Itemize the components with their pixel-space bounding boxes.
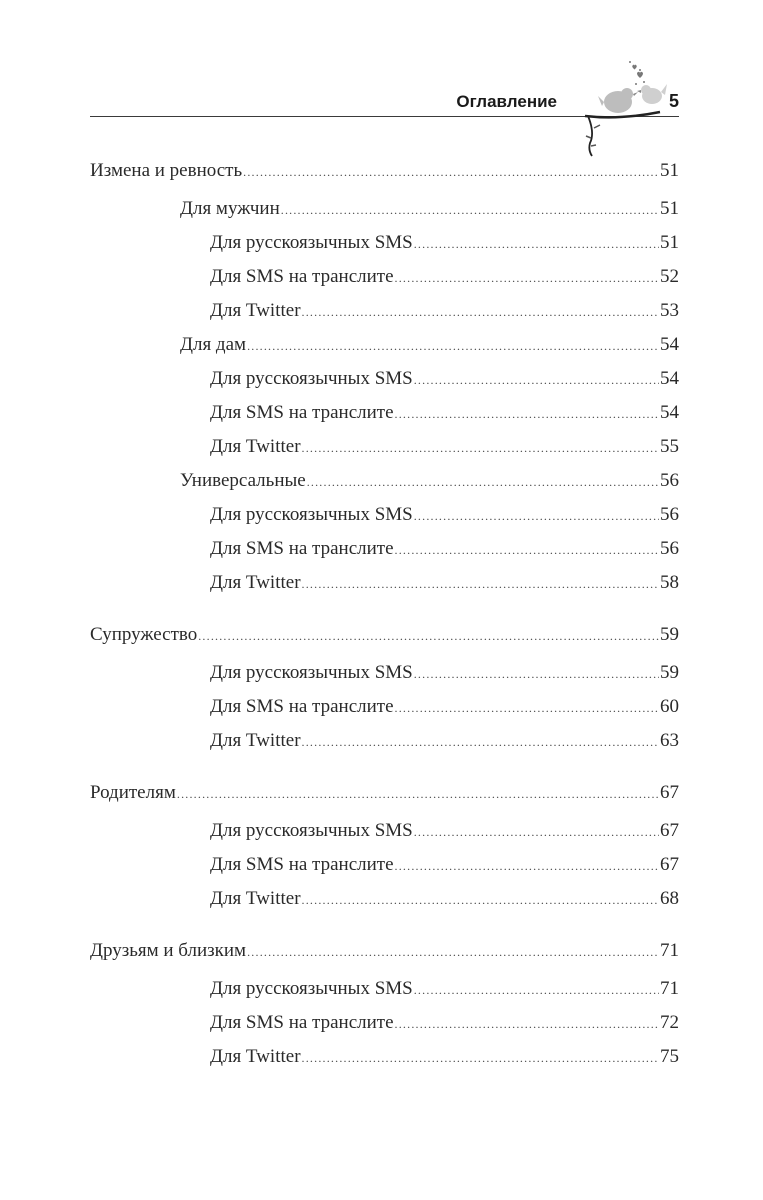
toc-item-entry[interactable] bbox=[90, 434, 679, 468]
toc-entry-page: 53 bbox=[660, 300, 679, 321]
dot-leader bbox=[395, 1011, 659, 1037]
dot-leader bbox=[302, 1045, 659, 1071]
toc-item-entry[interactable] bbox=[90, 400, 679, 434]
toc-item-entry[interactable] bbox=[90, 818, 679, 852]
toc-entry-page: 63 bbox=[660, 730, 679, 751]
toc-subsection-entry[interactable] bbox=[90, 196, 679, 230]
toc-entry-page: 59 bbox=[660, 624, 679, 645]
toc-entry-page: 75 bbox=[660, 1046, 679, 1067]
toc-entry-page: 58 bbox=[660, 572, 679, 593]
toc-entry-page: 56 bbox=[660, 504, 679, 525]
toc-subsection-entry[interactable] bbox=[90, 468, 679, 502]
dot-leader bbox=[395, 401, 659, 427]
toc-item-entry[interactable] bbox=[90, 660, 679, 694]
dot-leader bbox=[395, 537, 659, 563]
toc-entry-title: Для дам bbox=[180, 334, 247, 355]
dot-leader bbox=[414, 503, 659, 529]
toc-item-entry[interactable] bbox=[90, 886, 679, 920]
toc-entry-title: Для SMS на транслите bbox=[210, 402, 394, 423]
dot-leader bbox=[302, 435, 659, 461]
toc-entry-page: 71 bbox=[660, 940, 679, 961]
toc-entry-title: Для Twitter bbox=[210, 888, 301, 909]
dot-leader bbox=[302, 887, 659, 913]
dot-leader bbox=[414, 231, 659, 257]
header-title: Оглавление bbox=[456, 92, 557, 111]
toc-entry-page: 51 bbox=[660, 198, 679, 219]
running-header bbox=[90, 58, 679, 158]
toc-section-entry[interactable] bbox=[90, 622, 679, 660]
toc-section-entry[interactable] bbox=[90, 938, 679, 976]
toc-item-entry[interactable] bbox=[90, 1044, 679, 1078]
toc-entry-title: Для русскоязычных SMS bbox=[210, 504, 413, 525]
toc-subsection-entry[interactable] bbox=[90, 332, 679, 366]
toc-entry-page: 56 bbox=[660, 470, 679, 491]
toc-entry-page: 54 bbox=[660, 334, 679, 355]
dot-leader bbox=[414, 977, 659, 1003]
toc-entry-page: 71 bbox=[660, 978, 679, 999]
section-spacer bbox=[90, 604, 679, 622]
table-of-contents bbox=[90, 158, 679, 1078]
dot-leader bbox=[307, 469, 659, 495]
toc-entry-title: Для русскоязычных SMS bbox=[210, 368, 413, 389]
dot-leader bbox=[414, 661, 659, 687]
dot-leader bbox=[302, 729, 659, 755]
toc-entry-title: Друзьям и близким bbox=[90, 940, 247, 961]
toc-entry-title: Для SMS на транслите bbox=[210, 266, 394, 287]
section-spacer bbox=[90, 920, 679, 938]
dot-leader bbox=[177, 781, 659, 807]
toc-entry-title: Для Twitter bbox=[210, 436, 301, 457]
toc-entry-page: 56 bbox=[660, 538, 679, 559]
dot-leader bbox=[395, 695, 659, 721]
toc-entry-page: 67 bbox=[660, 782, 679, 803]
toc-entry-title: Для Twitter bbox=[210, 572, 301, 593]
toc-entry-page: 51 bbox=[660, 160, 679, 181]
toc-item-entry[interactable] bbox=[90, 728, 679, 762]
toc-item-entry[interactable] bbox=[90, 570, 679, 604]
toc-entry-title: Для SMS на транслите bbox=[210, 696, 394, 717]
dot-leader bbox=[395, 265, 659, 291]
toc-item-entry[interactable] bbox=[90, 1010, 679, 1044]
toc-entry-title: Для русскоязычных SMS bbox=[210, 662, 413, 683]
toc-entry-page: 54 bbox=[660, 368, 679, 389]
toc-item-entry[interactable] bbox=[90, 976, 679, 1010]
toc-entry-title: Для SMS на транслите bbox=[210, 1012, 394, 1033]
toc-entry-title: Измена и ревность bbox=[90, 160, 243, 181]
toc-item-entry[interactable] bbox=[90, 230, 679, 264]
dot-leader bbox=[247, 333, 659, 359]
page-number: 5 bbox=[668, 91, 679, 111]
toc-entry-page: 59 bbox=[660, 662, 679, 683]
dot-leader bbox=[414, 367, 659, 393]
toc-entry-title: Родителям bbox=[90, 782, 176, 803]
toc-entry-page: 60 bbox=[660, 696, 679, 717]
dot-leader bbox=[302, 299, 659, 325]
toc-entry-title: Для Twitter bbox=[210, 300, 301, 321]
toc-item-entry[interactable] bbox=[90, 536, 679, 570]
toc-item-entry[interactable] bbox=[90, 298, 679, 332]
dot-leader bbox=[302, 571, 659, 597]
toc-entry-page: 51 bbox=[660, 232, 679, 253]
toc-entry-page: 67 bbox=[660, 820, 679, 841]
toc-entry-page: 55 bbox=[660, 436, 679, 457]
section-spacer bbox=[90, 762, 679, 780]
dot-leader bbox=[414, 819, 659, 845]
toc-item-entry[interactable] bbox=[90, 366, 679, 400]
toc-entry-page: 72 bbox=[660, 1012, 679, 1033]
toc-entry-page: 52 bbox=[660, 266, 679, 287]
dot-leader bbox=[198, 623, 659, 649]
toc-entry-title: Для Twitter bbox=[210, 730, 301, 751]
toc-entry-title: Для русскоязычных SMS bbox=[210, 978, 413, 999]
birds-on-branch-icon bbox=[560, 58, 670, 158]
toc-entry-title: Универсальные bbox=[180, 470, 306, 491]
toc-item-entry[interactable] bbox=[90, 264, 679, 298]
toc-entry-title: Для SMS на транслите bbox=[210, 538, 394, 559]
toc-section-entry[interactable] bbox=[90, 158, 679, 196]
dot-leader bbox=[243, 159, 659, 185]
dot-leader bbox=[281, 197, 659, 223]
dot-leader bbox=[395, 853, 659, 879]
toc-entry-title: Для русскоязычных SMS bbox=[210, 820, 413, 841]
toc-entry-title: Для мужчин bbox=[180, 198, 280, 219]
toc-section-entry[interactable] bbox=[90, 780, 679, 818]
toc-entry-title: Для русскоязычных SMS bbox=[210, 232, 413, 253]
toc-item-entry[interactable] bbox=[90, 852, 679, 886]
toc-entry-title: Для SMS на транслите bbox=[210, 854, 394, 875]
toc-item-entry[interactable] bbox=[90, 694, 679, 728]
toc-entry-title: Супружество bbox=[90, 624, 198, 645]
toc-entry-title: Для Twitter bbox=[210, 1046, 301, 1067]
toc-item-entry[interactable] bbox=[90, 502, 679, 536]
dot-leader bbox=[247, 939, 659, 965]
toc-entry-page: 68 bbox=[660, 888, 679, 909]
toc-entry-page: 54 bbox=[660, 402, 679, 423]
toc-entry-page: 67 bbox=[660, 854, 679, 875]
